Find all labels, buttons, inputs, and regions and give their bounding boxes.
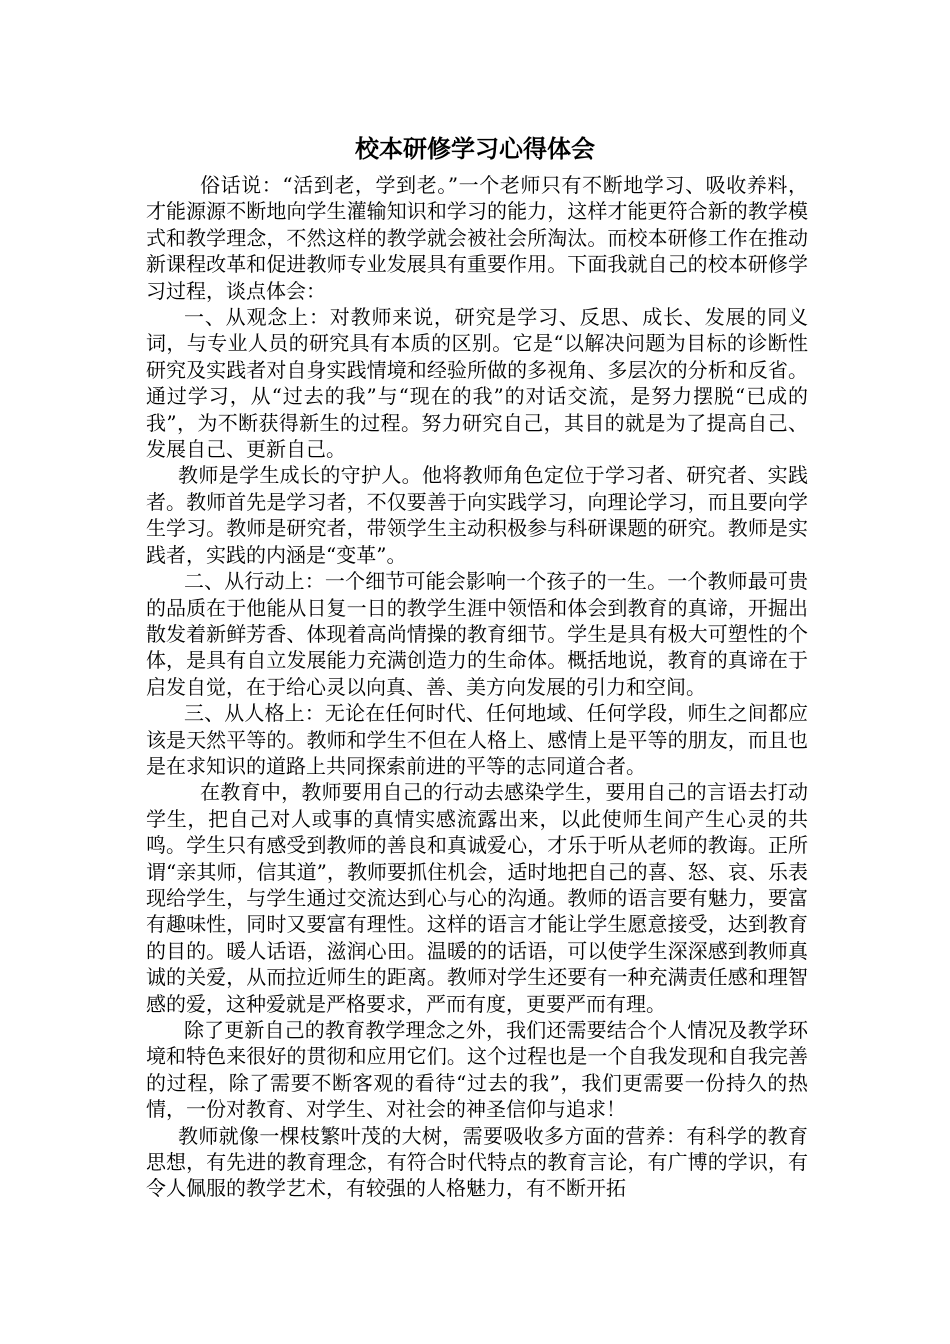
paragraph-education-practice: 在教育中，教师要用自己的行动去感染学生，要用自己的言语去打动学生，把自己对人或事的真情实感流露出来，以此使师生间产生心灵的共鸣。学生只有感受到教师的善良和真诚爱心，才乐于听从老师的教诲。正所谓“亲其师，信其道”，教师要抓住机会，适时地把自己的喜、怒、哀、乐表现给学生，与学生通过交流达到心与心的沟通。教师的语言要有魅力，要富有趣味性，同时又要富有理性。这样的语言才能让学生愿意接受，达到教育的目的。暖人话语，滋润心田。温暖的的话语，可以使学生深深感到教师真诚的关爱，从而拉近师生的距离。教师对学生还要有一种充满责任感和理智感的爱，这种爱就是严格要求，严而有度，更要严而有理。 [146,780,808,1016]
paragraph-concept: 一、从观念上：对教师来说，研究是学习、反思、成长、发展的同义词，与专业人员的研究具有本质的区别。它是“以解决问题为目标的诊断性研究及实践者对自身实践情境和经验所做的多视角、多层次的分析和反省。通过学习，从“过去的我”与“现在的我”的对话交流，是努力摆脱“已成的我”，为不断获得新生的过程。努力研究自己，其目的就是为了提高自己、发展自己、更新自己。 [146,305,808,462]
paragraph-intro: 俗话说：“活到老，学到老。”一个老师只有不断地学习、吸收养料，才能源源不断地向学生灌输知识和学习的能力，这样才能更符合新的教学模式和教学理念，不然这样的教学就会被社会所淘汰。而校本研修工作在推动新课程改革和促进教师专业发展具有重要作用。下面我就自己的校本研修学习过程，谈点体会： [146,173,808,303]
paragraph-personality: 三、从人格上：无论在任何时代、任何地域、任何学段，师生之间都应该是天然平等的。教师和学生不但在人格上、感情上是平等的朋友，而且也是在求知识的道路上共同探索前进的平等的志同道合者。 [146,701,808,778]
document-body [146,172,808,1202]
paragraph-self-improvement: 除了更新自己的教育教学理念之外，我们还需要结合个人情况及教学环境和特色来很好的贯彻和应用它们。这个过程也是一个自我发现和自我完善的过程，除了需要不断客观的看待“过去的我”，我们更需要一份持久的热情，一份对教育、对学生、对社会的神圣信仰与追求！ [146,1018,808,1122]
paragraph-teacher-role: 教师是学生成长的守护人。他将教师角色定位于学习者、研究者、实践者。教师首先是学习者，不仅要善于向实践学习，向理论学习，而且要向学生学习。教师是研究者，带领学生主动积极参与科研课题的研究。教师是实践者，实践的内涵是“变革”。 [146,463,808,567]
paragraph-action: 二、从行动上：一个细节可能会影响一个孩子的一生。一个教师最可贵的品质在于他能从日复一日的教学生涯中领悟和体会到教育的真谛，开掘出散发着新鲜芳香、体现着高尚情操的教育细节。学生是具有极大可塑性的个体，是具有自立发展能力充满创造力的生命体。概括地说，教育的真谛在于启发自觉，在于给心灵以向真、善、美方向发展的引力和空间。 [146,569,808,699]
document-title: 校本研修学习心得体会 [355,134,595,163]
paragraph-tree-metaphor: 教师就像一棵枝繁叶茂的大树，需要吸收多方面的营养：有科学的教育思想，有先进的教育理念，有符合时代特点的教育言论，有广博的学识，有令人佩服的教学艺术，有较强的人格魅力，有不断开拓 [146,1123,808,1201]
